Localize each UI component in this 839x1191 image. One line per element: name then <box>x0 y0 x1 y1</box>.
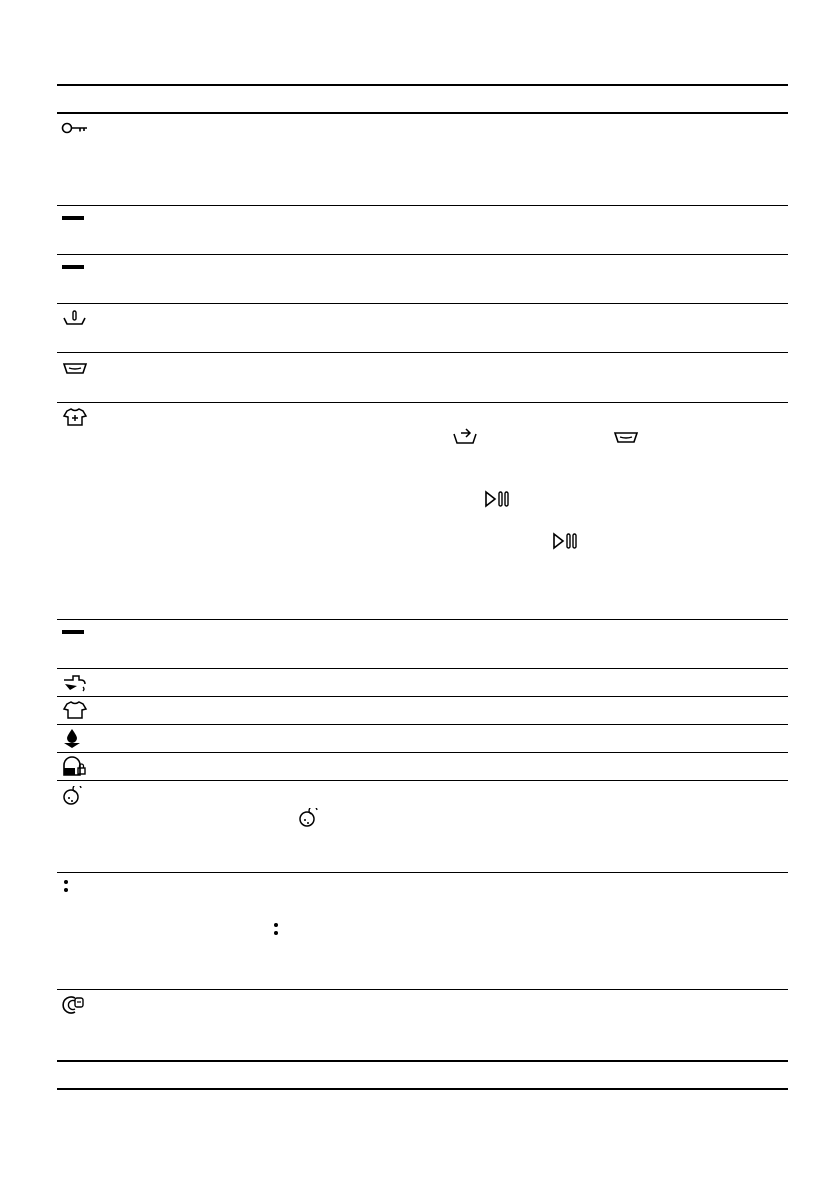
row-divider <box>57 254 788 255</box>
table-header-rule <box>57 112 788 114</box>
row-divider <box>57 989 788 990</box>
column-divider <box>239 84 240 86</box>
dots-icon <box>61 878 89 900</box>
shirt-plus-icon <box>61 407 89 429</box>
row-divider <box>57 780 788 781</box>
row-divider <box>57 303 788 304</box>
row-divider <box>57 352 788 353</box>
tap-water-icon <box>61 672 89 694</box>
row-divider <box>57 668 788 669</box>
row-divider <box>57 619 788 620</box>
dots-icon <box>271 921 283 944</box>
row-divider <box>57 205 788 206</box>
key-icon <box>61 120 89 142</box>
shirt-icon <box>61 700 89 722</box>
dash-icon <box>62 265 84 269</box>
door-lock-icon <box>61 756 89 778</box>
drain-icon <box>452 425 480 450</box>
detergent-drop-icon <box>61 728 89 750</box>
start-pause-icon <box>552 532 580 555</box>
row-divider <box>57 752 788 753</box>
row-divider <box>57 696 788 697</box>
dash-icon <box>62 630 84 634</box>
column-divider <box>239 1088 240 1090</box>
wash-tub-icon <box>612 430 640 449</box>
drum-clean-icon <box>297 808 325 833</box>
table-top-rule <box>57 84 788 86</box>
start-pause-icon <box>484 490 512 513</box>
table-footer-rule <box>57 1060 788 1062</box>
table-bottom-rule <box>57 1088 788 1090</box>
dash-icon <box>62 216 84 220</box>
row-divider <box>57 402 788 403</box>
wash-tub-icon <box>61 361 89 383</box>
remote-icon <box>61 994 89 1016</box>
row-divider <box>57 872 788 873</box>
drum-clean-icon <box>61 786 89 808</box>
prewash-icon <box>61 309 89 331</box>
row-divider <box>57 724 788 725</box>
